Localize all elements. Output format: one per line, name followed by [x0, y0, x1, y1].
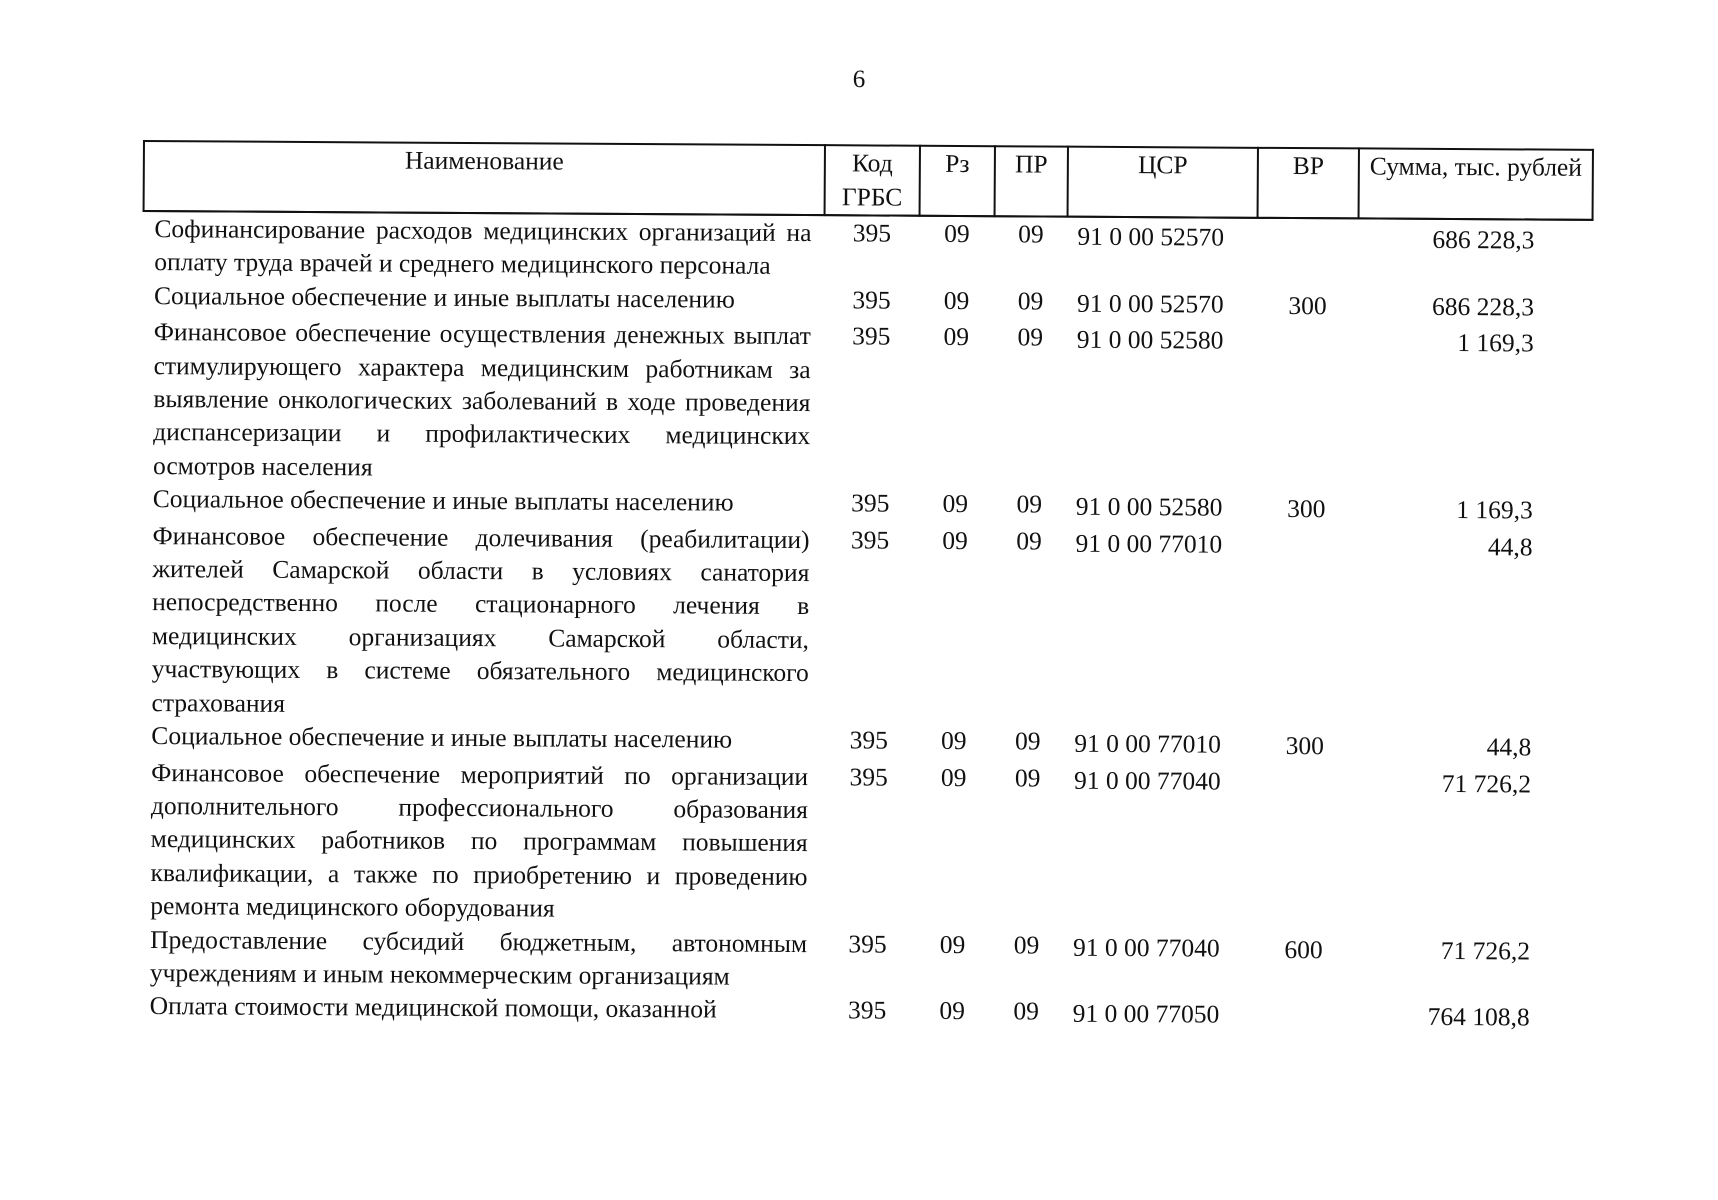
- header-rz: Рз: [920, 146, 995, 216]
- row-pr: 09: [1017, 286, 1044, 316]
- row-sum: 1 169,3: [1456, 495, 1533, 525]
- header-vr: ВР: [1258, 148, 1359, 219]
- row-rz: 09: [939, 929, 966, 959]
- row-sum: 686 228,3: [1431, 291, 1535, 322]
- row-vr: [1256, 322, 1358, 490]
- row-pr: 09: [1018, 219, 1044, 249]
- row-rz: 09: [942, 525, 968, 555]
- row-rz: 09: [944, 218, 970, 249]
- row-sum: 71 726,2: [1440, 935, 1531, 966]
- row-grbs: 395: [848, 928, 887, 959]
- row-csr: 91 0 00 52570: [1076, 288, 1224, 319]
- row-rz: 09: [943, 322, 970, 352]
- row-sum: 686 228,3: [1432, 224, 1535, 255]
- row-sum: 764 108,8: [1427, 1002, 1530, 1032]
- row-vr: 300: [1288, 290, 1327, 321]
- table-row: [140, 519, 1590, 728]
- row-name: Предоставление субсидий бюджетным, автономным учреждениям и иным некоммерческим организациям: [149, 924, 808, 991]
- row-csr: 91 0 00 52580: [1075, 491, 1223, 522]
- row-rz: 09: [943, 285, 970, 315]
- row-vr: 600: [1284, 934, 1323, 964]
- row-vr: [1257, 218, 1358, 286]
- table-row: [143, 211, 1592, 288]
- row-vr: 300: [1287, 494, 1326, 524]
- row-grbs: 395: [851, 488, 890, 518]
- row-grbs: 395: [849, 761, 888, 792]
- row-vr: 300: [1285, 731, 1325, 761]
- row-csr: 91 0 00 77010: [1074, 728, 1222, 759]
- row-rz: 09: [942, 489, 969, 519]
- row-grbs: 395: [849, 725, 889, 755]
- row-name: Финансовое обеспечение мероприятий по организации дополнительного профессионального образования медицинских работников по программам повышения квалификации, а также по приобретению и проведению ремонта медицинского оборудования: [150, 757, 809, 923]
- row-pr: 09: [1014, 762, 1041, 792]
- row-sum: 44,8: [1486, 732, 1532, 762]
- row-pr: 09: [1017, 322, 1044, 352]
- page-number: 6: [852, 66, 866, 93]
- row-vr: [1253, 996, 1354, 1033]
- row-name: Социальное обеспечение и иные выплаты населению: [151, 721, 733, 754]
- row-pr: 09: [1013, 929, 1040, 960]
- row-name: Финансовое обеспечение осуществления денежных выплат стимулирующего характера медицинским работникам за выявление онкологических заболеваний в ходе проведения диспансеризации и профилактических медицинских осмотров населения: [152, 317, 811, 482]
- row-csr: 91 0 00 77050: [1072, 999, 1220, 1029]
- row-csr: 91 0 00 52570: [1077, 221, 1225, 252]
- row-csr: 91 0 00 77040: [1074, 765, 1221, 796]
- row-name: Софинансирование расходов медицинских организаций на оплату труда врачей и среднего медицинского персонала: [154, 214, 812, 281]
- row-name: Социальное обеспечение и иные выплаты населению: [152, 484, 734, 517]
- row-sum: 1 169,3: [1457, 328, 1534, 358]
- table-body: [139, 211, 1593, 1035]
- row-vr: [1254, 525, 1356, 726]
- row-name: Социальное обеспечение и иные выплаты населению: [153, 280, 735, 314]
- table-row: [139, 755, 1589, 931]
- row-csr: 91 0 00 77040: [1073, 932, 1220, 963]
- table-header: [144, 141, 1593, 220]
- row-pr: 09: [1013, 996, 1040, 1026]
- row-csr: 91 0 00 77010: [1075, 528, 1223, 559]
- row-grbs: 395: [852, 321, 891, 351]
- row-rz: 09: [941, 725, 967, 756]
- header-csr: ЦСР: [1068, 147, 1258, 218]
- row-name: Оплата стоимости медицинской помощи, оказанной: [149, 991, 717, 1024]
- row-pr: 09: [1015, 726, 1041, 756]
- table-row: [139, 923, 1588, 999]
- header-grbs: Код ГРБС: [825, 145, 920, 216]
- budget-table: [138, 140, 1594, 1035]
- row-grbs: 395: [850, 524, 890, 555]
- row-rz: 09: [939, 996, 966, 1026]
- row-rz: 09: [940, 762, 967, 792]
- row-sum: 71 726,2: [1441, 768, 1532, 798]
- row-name: Финансовое обеспечение долечивания (реабилитации) жителей Самарской области в условиях санатория непосредственно после стационарного лечения в медицинских организациях Самарской области, участвующих в системе обязательного медицинского страхования: [151, 520, 810, 718]
- row-grbs: 395: [847, 995, 887, 1025]
- row-grbs: 395: [852, 285, 891, 315]
- row-sum: 44,8: [1487, 531, 1533, 562]
- row-csr: 91 0 00 52580: [1076, 324, 1224, 355]
- row-vr: [1253, 762, 1355, 930]
- header-name: Наименование: [144, 141, 825, 215]
- row-pr: 09: [1016, 489, 1043, 519]
- row-pr: 09: [1016, 525, 1042, 556]
- header-pr: ПР: [995, 146, 1068, 216]
- table-row: [139, 989, 1588, 1034]
- table-row: [142, 315, 1592, 491]
- header-sum: Сумма, тыс. рублей: [1359, 148, 1593, 219]
- row-grbs: 395: [852, 218, 892, 248]
